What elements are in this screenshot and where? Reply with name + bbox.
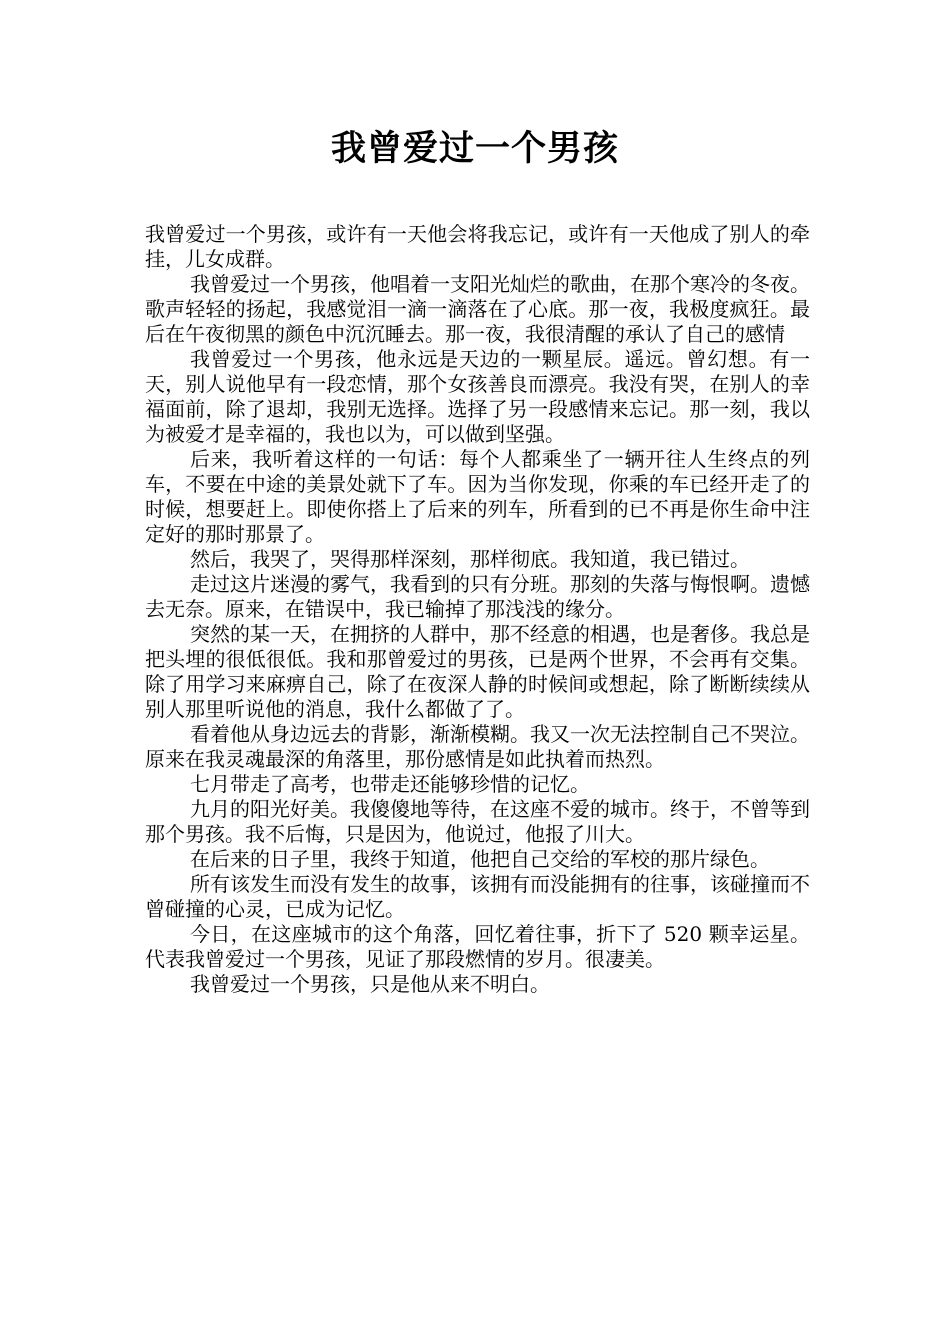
paragraph: 后来，我听着这样的一句话：每个人都乘坐了一辆开往人生终点的列车，不要在中途的美景处就下了车。因为当你发现，你乘的车已经开走了的时候，想要赶上。即使你搭上了后来的列车，所看到的已不再是你生命中注定好的那时那景了。 bbox=[145, 447, 810, 546]
paragraph: 今日，在这座城市的这个角落，回忆着往事，折下了 520 颗幸运星。代表我曾爱过一个男孩，见证了那段燃情的岁月。很凄美。 bbox=[145, 922, 810, 971]
paragraph: 看着他从身边远去的背影，渐渐模糊。我又一次无法控制自己不哭泣。原来在我灵魂最深的角落里，那份感情是如此执着而热烈。 bbox=[145, 722, 810, 771]
paragraph: 九月的阳光好美。我傻傻地等待，在这座不爱的城市。终于，不曾等到那个男孩。我不后悔，只是因为，他说过，他报了川大。 bbox=[145, 797, 810, 846]
paragraph: 我曾爱过一个男孩，他永远是天边的一颗星辰。遥远。曾幻想。有一天，别人说他早有一段恋情，那个女孩善良而漂亮。我没有哭，在别人的幸福面前，除了退却，我别无选择。选择了另一段感情来忘记。那一刻，我以为被爱才是幸福的，我也以为，可以做到坚强。 bbox=[145, 347, 810, 446]
paragraph: 然后，我哭了，哭得那样深刻，那样彻底。我知道，我已错过。 bbox=[190, 547, 750, 571]
paragraph: 我曾爱过一个男孩，只是他从来不明白。 bbox=[190, 972, 550, 996]
document-title: 我曾爱过一个男孩 bbox=[330, 129, 619, 169]
paragraph: 走过这片迷漫的雾气，我看到的只有分班。那刻的失落与悔恨啊。遗憾去无奈。原来，在错误中，我已输掉了那浅浅的缘分。 bbox=[145, 572, 810, 621]
document-body bbox=[145, 222, 810, 997]
paragraph: 七月带走了高考，也带走还能够珍惜的记忆。 bbox=[190, 772, 590, 796]
paragraph: 在后来的日子里，我终于知道，他把自己交给的军校的那片绿色。 bbox=[190, 847, 770, 871]
paragraph: 所有该发生而没有发生的故事，该拥有而没能拥有的往事，该碰撞而不曾碰撞的心灵，已成为记忆。 bbox=[145, 872, 810, 921]
paragraph: 我曾爱过一个男孩，或许有一天他会将我忘记，或许有一天他成了别人的牵挂，儿女成群。 bbox=[145, 222, 810, 271]
paragraph: 我曾爱过一个男孩，他唱着一支阳光灿烂的歌曲，在那个寒冷的冬夜。歌声轻轻的扬起，我感觉泪一滴一滴落在了心底。那一夜，我极度疯狂。最后在午夜彻黑的颜色中沉沉睡去。那一夜，我很清醒的承认了自己的感情 bbox=[145, 272, 810, 346]
paragraph: 突然的某一天，在拥挤的人群中，那不经意的相遇，也是奢侈。我总是把头埋的很低很低。我和那曾爱过的男孩，已是两个世界，不会再有交集。除了用学习来麻痹自己，除了在夜深人静的时候间或想起，除了断断续续从别人那里听说他的消息，我什么都做了了。 bbox=[145, 622, 810, 721]
